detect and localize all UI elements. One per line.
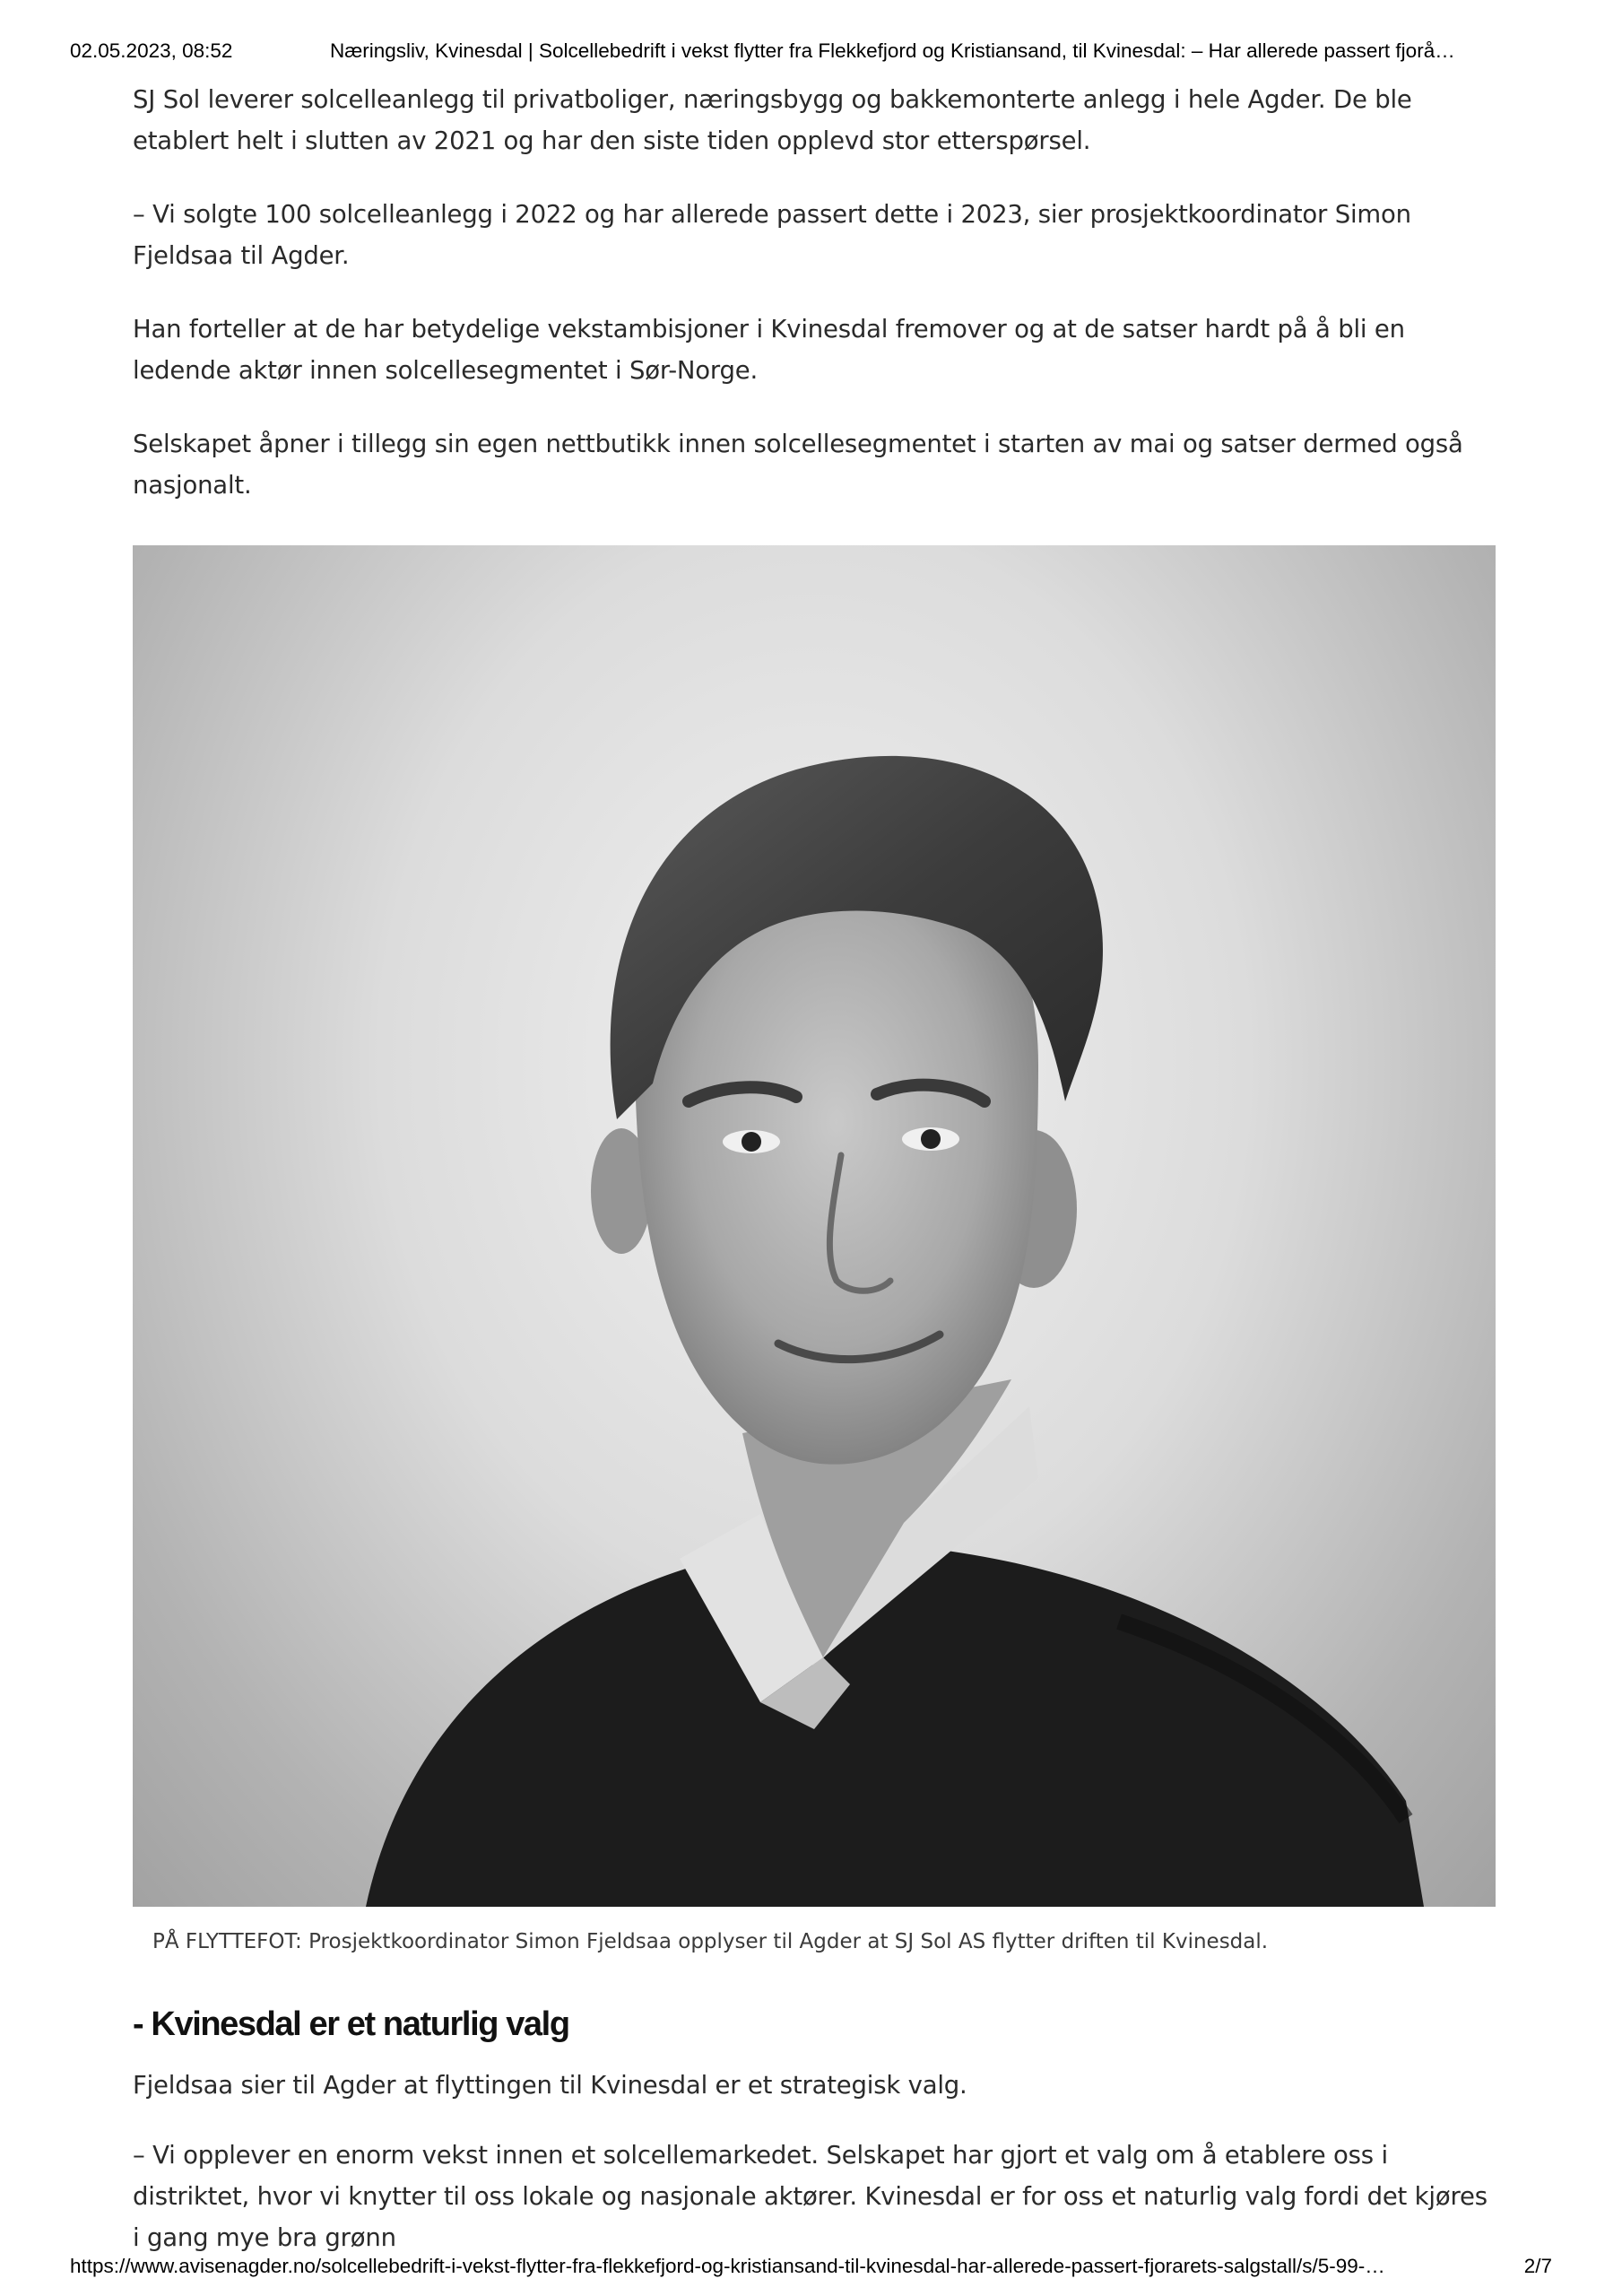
article-body xyxy=(133,79,1496,2291)
article-paragraph: Fjeldsaa sier til Agder at flyttingen til Kvinesdal er et strategisk valg. xyxy=(133,2071,967,2100)
section-heading: - Kvinesdal er et naturlig valg xyxy=(133,2005,569,2043)
print-url: https://www.avisenagder.no/solcellebedrift-i-vekst-flytter-fra-flekkefjord-og-kristiansand-til-kvinesdal-har-allerede-passert-fjorarets-salgstall/s/5-99-… xyxy=(70,2255,1385,2277)
print-footer xyxy=(70,2255,1552,2285)
article-paragraph: – Vi opplever en enorm vekst innen et solcellemarkedet. Selskapet har gjort et valg om å etablere oss i distriktet, hvor vi knytter til oss lokale og nasjonale aktører. Kvinesdal er for oss et naturlig valg fordi det kjøres i gang mye bra grønn xyxy=(133,2141,1488,2252)
article-paragraph: SJ Sol leverer solcelleanlegg til privatboliger, næringsbygg og bakkemonterte anlegg i hele Agder. De ble etablert helt i slutten av 2021 og har den siste tiden opplevd stor etterspørsel. xyxy=(133,85,1412,155)
article-figure xyxy=(133,545,1496,1957)
print-datetime: 02.05.2023, 08:52 xyxy=(70,39,233,62)
print-page-title: Næringsliv, Kvinesdal | Solcellebedrift i vekst flytter fra Flekkefjord og Kristiansand, til Kvinesdal: – Har allerede passert fjorå… xyxy=(330,39,1455,62)
portrait-illustration xyxy=(133,545,1496,1907)
article-paragraph: Selskapet åpner i tillegg sin egen nettbutikk innen solcellesegmentet i starten av mai og satser dermed også nasjonalt. xyxy=(133,430,1463,500)
figure-caption: PÅ FLYTTEFOT: Prosjektkoordinator Simon Fjeldsaa opplyser til Agder at SJ Sol AS flytter driften til Kvinesdal. xyxy=(152,1930,1269,1953)
print-page-number: 2/7 xyxy=(1523,2255,1552,2277)
article-paragraph: Han forteller at de har betydelige vekstambisjoner i Kvinesdal fremover og at de satser hardt på å bli en ledende aktør innen solcellesegmentet i Sør-Norge. xyxy=(133,315,1405,385)
article-paragraph: – Vi solgte 100 solcelleanlegg i 2022 og har allerede passert dette i 2023, sier prosjektkoordinator Simon Fjeldsaa til Agder. xyxy=(133,200,1411,270)
print-header xyxy=(70,39,1552,70)
portrait-photo xyxy=(133,545,1496,1907)
